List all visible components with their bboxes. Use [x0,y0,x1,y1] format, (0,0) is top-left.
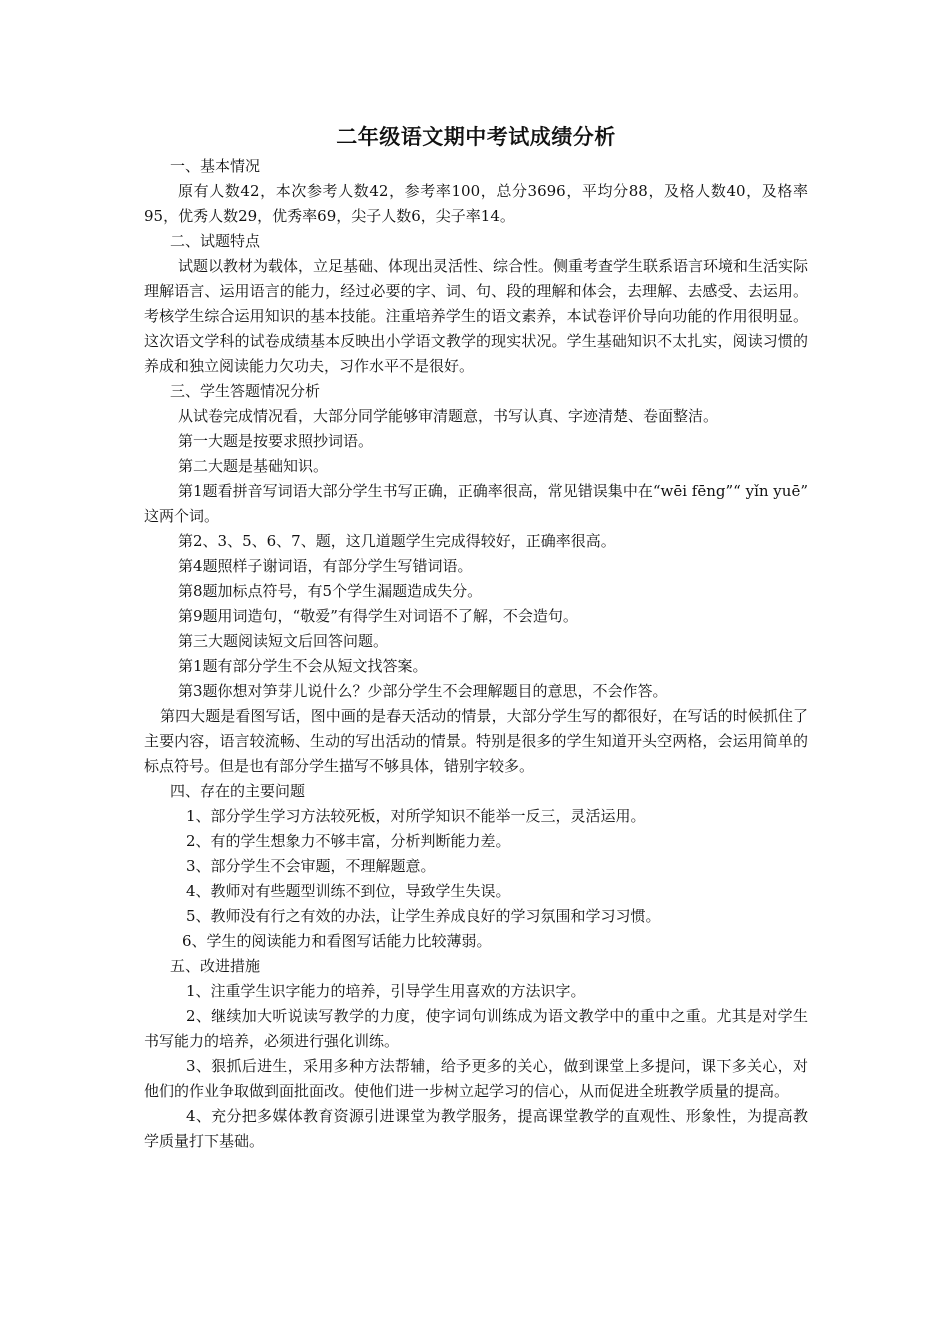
paragraph-answer-part2: 第二大题是基础知识。 [178,457,329,475]
paragraph-answer-part4: 第四大题是看图写话，图中画的是春天活动的情景，大部分学生写的都很好，在写话的时候抓住了主要内容，语言较流畅、生动的写出活动的情景。特别是很多的学生知道开头空两格，会运用简单的标点符号。但是也有部分学生描写不够具体，错别字较多。 [144,707,808,775]
section-heading-improvements: 五、改进措施 [170,957,261,975]
list-item-problem: 2、有的学生想象力不够丰富，分析判断能力差。 [186,832,511,850]
paragraph-basic-info: 原有人数42，本次参考人数42，参考率100，总分3696，平均分88，及格人数40，及格率95，优秀人数29，优秀率69，尖子人数6，尖子率14。 [144,182,808,225]
list-item-improvement: 2、继续加大听说读写教学的力度，使字词句训练成为语文教学中的重中之重。尤其是对学生书写能力的培养，必须进行强化训练。 [144,1007,808,1050]
paragraph-answer-part3-q3: 第3题你想对笋芽儿说什么？少部分学生不会理解题目的意思，不会作答。 [178,682,668,700]
document-page [144,120,808,1154]
paragraph-answer-q1: 第1题看拼音写词语大部分学生书写正确，正确率很高，常见错误集中在“wēi fēng”“ yǐn yuē” 这两个词。 [144,482,808,525]
section-heading-basic-info: 一、基本情况 [170,157,261,175]
list-item-improvement: 4、充分把多媒体教育资源引进课堂为教学服务，提高课堂教学的直观性、形象性，为提高教学质量打下基础。 [144,1107,808,1150]
list-item-problem: 1、部分学生学习方法较死板，对所学知识不能举一反三，灵活运用。 [186,807,646,825]
paragraph-answer-part1: 第一大题是按要求照抄词语。 [178,432,374,450]
document-title: 二年级语文期中考试成绩分析 [336,125,616,149]
paragraph-answer-part3: 第三大题阅读短文后回答问题。 [178,632,389,650]
paragraph-answer-part3-q1: 第1题有部分学生不会从短文找答案。 [178,657,428,675]
paragraph-answer-q8: 第8题加标点符号，有5个学生漏题造成失分。 [178,582,483,600]
paragraph-answer-overview: 从试卷完成情况看，大部分同学能够审清题意，书写认真、字迹清楚、卷面整洁。 [178,407,719,425]
list-item-improvement: 3、狠抓后进生，采用多种方法帮辅，给予更多的关心，做到课堂上多提问，课下多关心，对他们的作业争取做到面批面改。使他们进一步树立起学习的信心，从而促进全班教学质量的提高。 [144,1057,808,1100]
paragraph-answer-q4: 第4题照样子谢词语，有部分学生写错词语。 [178,557,473,575]
section-heading-main-problems: 四、存在的主要问题 [170,782,306,800]
section-heading-answer-analysis: 三、学生答题情况分析 [170,382,321,400]
list-item-problem: 3、部分学生不会审题，不理解题意。 [186,857,436,875]
list-item-problem: 4、教师对有些题型训练不到位，导致学生失误。 [186,882,511,900]
list-item-improvement: 1、注重学生识字能力的培养，引导学生用喜欢的方法识字。 [186,982,586,1000]
list-item-problem: 6、学生的阅读能力和看图写话能力比较薄弱。 [182,932,492,950]
paragraph-answer-q2: 第2、3、5、6、7、题，这几道题学生完成得较好，正确率很高。 [178,532,616,550]
list-item-problem: 5、教师没有行之有效的办法，让学生养成良好的学习氛围和学习习惯。 [186,907,661,925]
paragraph-exam-features: 试题以教材为载体，立足基础、体现出灵活性、综合性。侧重考查学生联系语言环境和生活实际理解语言、运用语言的能力，经过必要的字、词、句、段的理解和体会，去理解、去感受、去运用。考核学生综合运用知识的基本技能。注重培养学生的语文素养，本试卷评价导向功能的作用很明显。这次语文学科的试卷成绩基本反映出小学语文教学的现实状况。学生基础知识不太扎实，阅读习惯的养成和独立阅读能力欠功夫，习作水平不是很好。 [144,257,809,375]
section-heading-exam-features: 二、试题特点 [170,232,261,250]
paragraph-answer-q9: 第9题用词造句，“敬爱”有得学生对词语不了解，不会造句。 [178,607,578,625]
